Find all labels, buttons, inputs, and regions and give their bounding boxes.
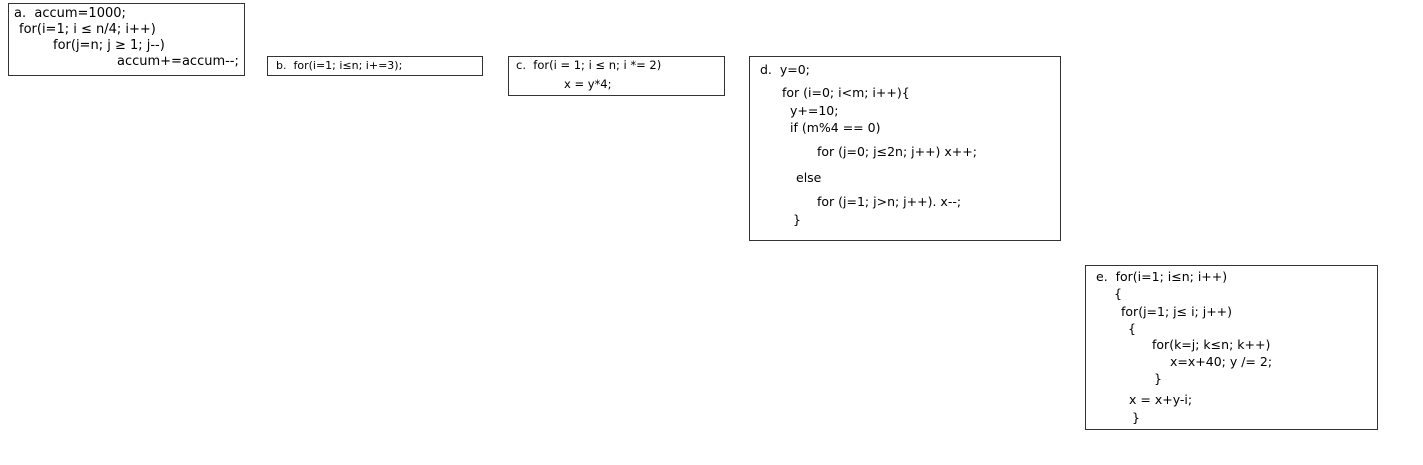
code-line: d. y=0; [760, 62, 810, 77]
code-line: for (i=0; i<m; i++){ [782, 85, 910, 100]
code-line: b. for(i=1; i≤n; i+=3); [276, 59, 403, 72]
code-line: if (m%4 == 0) [790, 120, 881, 135]
code-snippet-b [267, 56, 483, 76]
code-line: x = y*4; [564, 77, 612, 91]
code-line: } [793, 212, 801, 227]
code-line: a. accum=1000; [14, 6, 126, 21]
code-line: for (j=1; j>n; j++). x--; [817, 194, 962, 209]
code-line: for (j=0; j≤2n; j++) x++; [817, 144, 977, 159]
code-line: else [796, 170, 822, 185]
code-line: y+=10; [790, 103, 839, 118]
code-line: } [1132, 410, 1140, 425]
code-line: { [1128, 321, 1136, 336]
code-line: } [1154, 371, 1162, 386]
code-line: e. for(i=1; i≤n; i++) [1096, 269, 1228, 284]
code-snippet-a [8, 3, 245, 76]
code-snippet-e [1085, 265, 1378, 430]
code-line: { [1114, 286, 1122, 301]
code-line: x=x+40; y /= 2; [1170, 354, 1273, 369]
code-line: c. for(i = 1; i ≤ n; i *= 2) [516, 58, 662, 72]
code-line: accum+=accum--; [117, 54, 239, 69]
code-line: for(j=1; j≤ i; j++) [1121, 304, 1233, 319]
code-line: for(i=1; i ≤ n/4; i++) [19, 22, 156, 37]
code-line: x = x+y-i; [1129, 392, 1193, 407]
code-line: for(j=n; j ≥ 1; j--) [53, 38, 165, 53]
code-snippet-c [508, 56, 725, 96]
code-snippet-d [749, 56, 1061, 241]
code-line: for(k=j; k≤n; k++) [1152, 337, 1271, 352]
